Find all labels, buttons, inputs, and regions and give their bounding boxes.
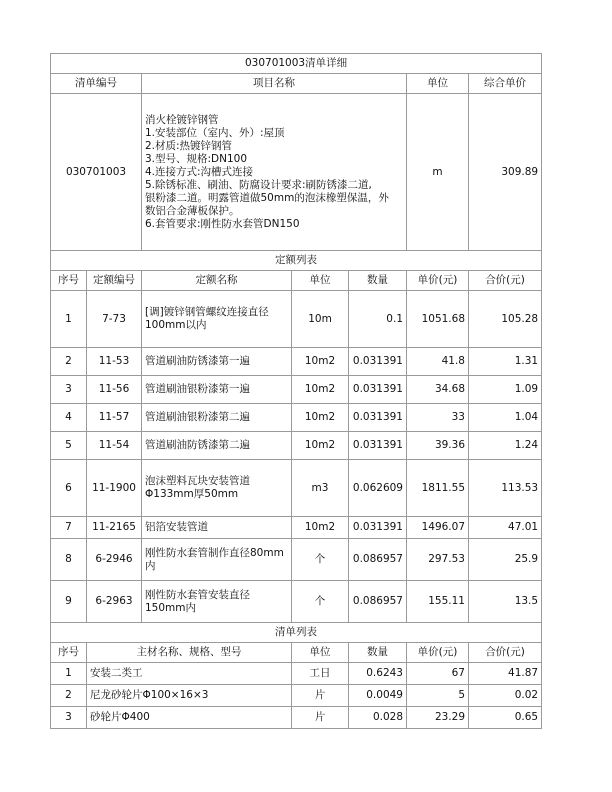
description-line: 银粉漆二道。明露管道做50mm的泡沫橡塑保温，外 — [145, 191, 389, 204]
quota-col-total: 合价(元) — [469, 271, 542, 291]
material-rows — [51, 663, 542, 729]
header-row — [51, 74, 542, 94]
quota-unit: 10m — [292, 291, 349, 348]
material-col-total: 合价(元) — [469, 643, 542, 663]
item-unit: m — [407, 94, 469, 251]
quota-title-row — [51, 251, 542, 271]
quota-name: 泡沫塑料瓦块安装管道Φ133mm厚50mm — [142, 460, 292, 517]
quota-total: 113.53 — [469, 460, 542, 517]
quota-name: 管道刷油银粉漆第一遍 — [142, 376, 292, 404]
quota-header-row — [51, 271, 542, 291]
material-qty: 0.028 — [349, 707, 407, 729]
quota-section-title: 定额列表 — [51, 251, 542, 271]
item-description — [142, 94, 407, 251]
quota-code: 6-2946 — [87, 539, 142, 581]
quota-col-code: 定额编号 — [87, 271, 142, 291]
quota-qty: 0.086957 — [349, 581, 407, 623]
quota-qty: 0.086957 — [349, 539, 407, 581]
quota-col-price: 单价(元) — [407, 271, 469, 291]
quota-no: 3 — [51, 376, 87, 404]
quota-qty: 0.031391 — [349, 517, 407, 539]
quota-code: 7-73 — [87, 291, 142, 348]
description-line: 消火栓镀锌钢管 — [145, 113, 219, 126]
material-row — [51, 663, 542, 685]
quota-col-name: 定额名称 — [142, 271, 292, 291]
quota-qty: 0.062609 — [349, 460, 407, 517]
quota-total: 47.01 — [469, 517, 542, 539]
quota-unit: 10m2 — [292, 376, 349, 404]
quota-total: 13.5 — [469, 581, 542, 623]
quota-no: 6 — [51, 460, 87, 517]
material-row — [51, 685, 542, 707]
material-header-row — [51, 643, 542, 663]
quota-row — [51, 404, 542, 432]
name-header: 项目名称 — [142, 74, 407, 94]
material-no: 3 — [51, 707, 87, 729]
code-header: 清单编号 — [51, 74, 142, 94]
quota-price: 33 — [407, 404, 469, 432]
quota-row — [51, 581, 542, 623]
material-col-qty: 数量 — [349, 643, 407, 663]
description-line: 3.型号、规格:DN100 — [145, 152, 248, 165]
quota-row — [51, 291, 542, 348]
quota-name: 刚性防水套管安装直径150mm内 — [142, 581, 292, 623]
quota-no: 4 — [51, 404, 87, 432]
material-total: 0.02 — [469, 685, 542, 707]
quota-code: 11-53 — [87, 348, 142, 376]
quota-code: 11-2165 — [87, 517, 142, 539]
quota-name: 管道刷油银粉漆第二遍 — [142, 404, 292, 432]
sheet-title: 030701003清单详细 — [51, 54, 542, 74]
material-qty: 0.6243 — [349, 663, 407, 685]
quota-unit: 10m2 — [292, 432, 349, 460]
quota-qty: 0.031391 — [349, 376, 407, 404]
description-line: 1.安装部位（室内、外）:屋顶 — [145, 126, 285, 139]
quota-total: 105.28 — [469, 291, 542, 348]
quota-code: 11-54 — [87, 432, 142, 460]
quota-total: 1.04 — [469, 404, 542, 432]
material-unit: 片 — [292, 707, 349, 729]
quota-code: 11-57 — [87, 404, 142, 432]
quota-name: [调]镀锌钢管螺纹连接直径100mm以内 — [142, 291, 292, 348]
unit-header: 单位 — [407, 74, 469, 94]
material-price: 67 — [407, 663, 469, 685]
material-unit: 工日 — [292, 663, 349, 685]
quota-no: 2 — [51, 348, 87, 376]
description-line: 4.连接方式:沟槽式连接 — [145, 165, 254, 178]
quota-total: 1.24 — [469, 432, 542, 460]
quota-code: 11-1900 — [87, 460, 142, 517]
quota-name: 刚性防水套管制作直径80mm内 — [142, 539, 292, 581]
material-col-price: 单价(元) — [407, 643, 469, 663]
price-header: 综合单价 — [469, 74, 542, 94]
quota-row — [51, 517, 542, 539]
material-qty: 0.0049 — [349, 685, 407, 707]
quota-unit: 个 — [292, 581, 349, 623]
bill-detail-table — [50, 53, 542, 729]
material-title-row — [51, 623, 542, 643]
material-col-unit: 单位 — [292, 643, 349, 663]
material-price: 23.29 — [407, 707, 469, 729]
quota-unit: 10m2 — [292, 404, 349, 432]
material-col-name: 主材名称、规格、型号 — [87, 643, 292, 663]
quota-price: 1051.68 — [407, 291, 469, 348]
material-name: 安装二类工 — [87, 663, 292, 685]
quota-code: 11-56 — [87, 376, 142, 404]
quota-price: 34.68 — [407, 376, 469, 404]
quota-total: 1.31 — [469, 348, 542, 376]
quota-qty: 0.031391 — [349, 432, 407, 460]
description-line: 6.套管要求:刚性防水套管DN150 — [145, 217, 300, 230]
title-row — [51, 54, 542, 74]
quota-rows — [51, 291, 542, 623]
quota-code: 6-2963 — [87, 581, 142, 623]
quota-unit: 个 — [292, 539, 349, 581]
material-no: 2 — [51, 685, 87, 707]
quota-row — [51, 348, 542, 376]
quota-unit: m3 — [292, 460, 349, 517]
material-col-no: 序号 — [51, 643, 87, 663]
material-section-title: 清单列表 — [51, 623, 542, 643]
quota-total: 1.09 — [469, 376, 542, 404]
quota-price: 297.53 — [407, 539, 469, 581]
quota-no: 1 — [51, 291, 87, 348]
item-row — [51, 94, 542, 251]
quota-qty: 0.031391 — [349, 404, 407, 432]
quota-price: 41.8 — [407, 348, 469, 376]
material-price: 5 — [407, 685, 469, 707]
description-line: 数铝合金薄板保护。 — [145, 204, 240, 217]
quota-price: 39.36 — [407, 432, 469, 460]
quota-name: 铝箔安装管道 — [142, 517, 292, 539]
description-line: 5.除锈标准、刷油、防腐设计要求:刷防锈漆二道, — [145, 178, 372, 191]
quota-name: 管道刷油防锈漆第二遍 — [142, 432, 292, 460]
quota-price: 1496.07 — [407, 517, 469, 539]
item-code: 030701003 — [51, 94, 142, 251]
quota-qty: 0.031391 — [349, 348, 407, 376]
item-price: 309.89 — [469, 94, 542, 251]
material-total: 41.87 — [469, 663, 542, 685]
material-row — [51, 707, 542, 729]
quota-row — [51, 432, 542, 460]
description-line: 2.材质:热镀锌钢管 — [145, 139, 233, 152]
quota-no: 8 — [51, 539, 87, 581]
quota-unit: 10m2 — [292, 348, 349, 376]
quota-col-qty: 数量 — [349, 271, 407, 291]
quota-no: 7 — [51, 517, 87, 539]
material-unit: 片 — [292, 685, 349, 707]
quota-col-unit: 单位 — [292, 271, 349, 291]
quota-row — [51, 539, 542, 581]
material-name: 砂轮片Φ400 — [87, 707, 292, 729]
material-no: 1 — [51, 663, 87, 685]
quota-total: 25.9 — [469, 539, 542, 581]
quota-name: 管道刷油防锈漆第一遍 — [142, 348, 292, 376]
quota-price: 1811.55 — [407, 460, 469, 517]
quota-row — [51, 376, 542, 404]
material-total: 0.65 — [469, 707, 542, 729]
quota-row — [51, 460, 542, 517]
material-name: 尼龙砂轮片Φ100×16×3 — [87, 685, 292, 707]
quota-col-no: 序号 — [51, 271, 87, 291]
quota-qty: 0.1 — [349, 291, 407, 348]
quota-no: 5 — [51, 432, 87, 460]
quota-price: 155.11 — [407, 581, 469, 623]
quota-unit: 10m2 — [292, 517, 349, 539]
quota-no: 9 — [51, 581, 87, 623]
